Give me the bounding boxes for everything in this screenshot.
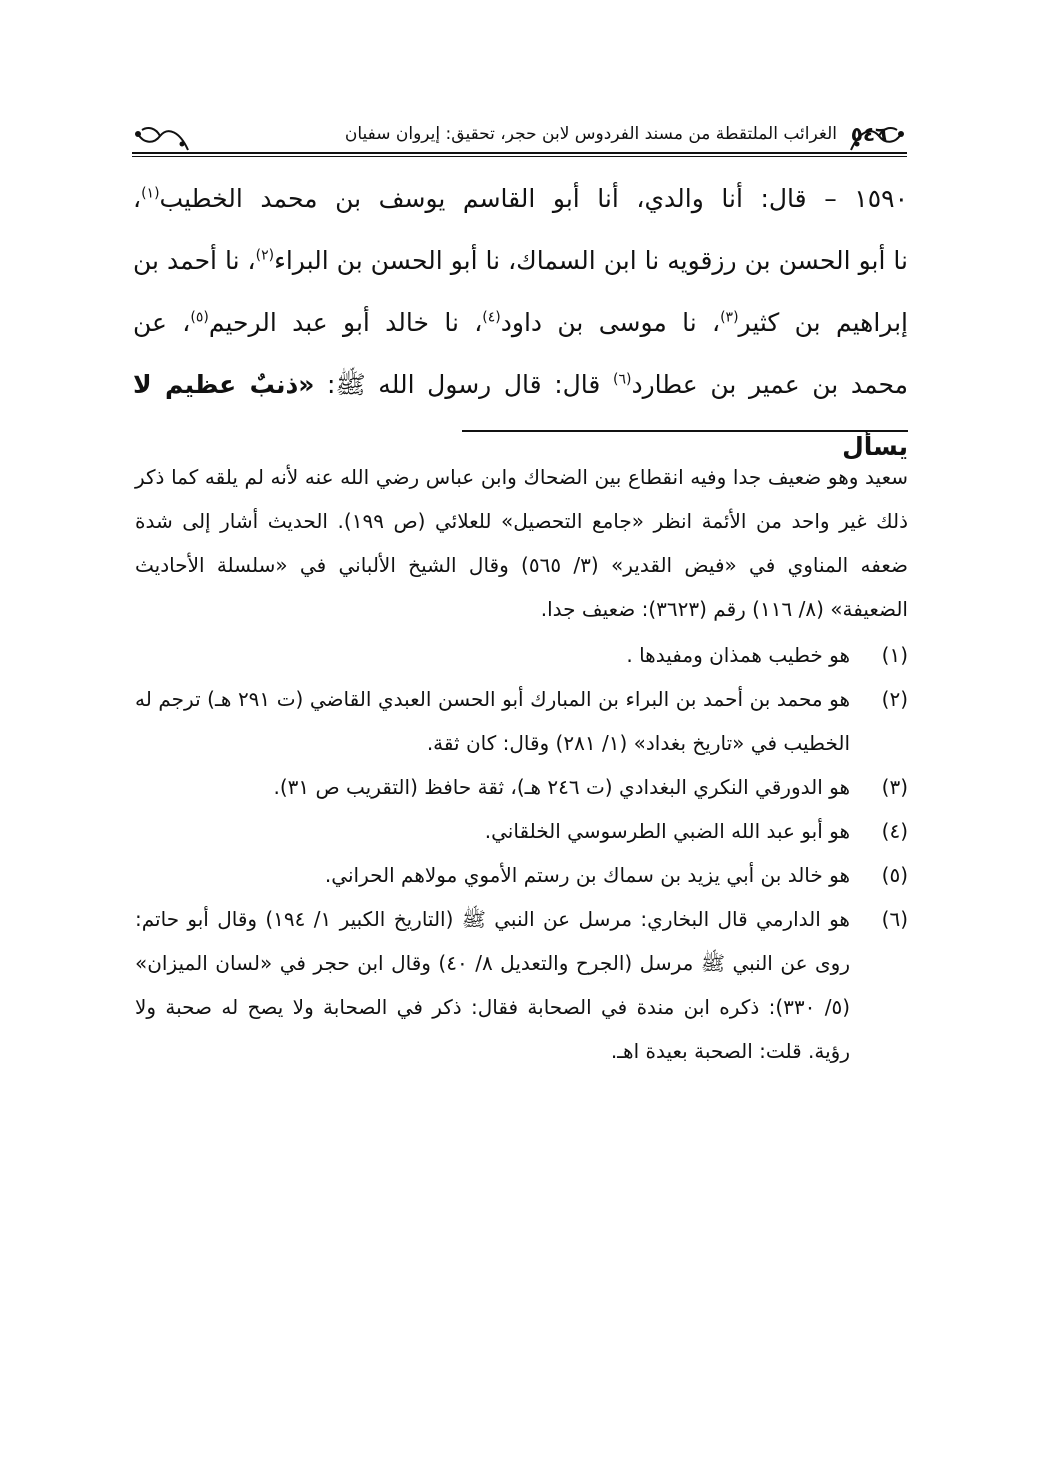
footnote-item xyxy=(135,677,908,765)
running-title: الغرائب الملتقطة من مسند الفردوس لابن حجر، تحقيق: إيروان سفيان xyxy=(344,124,837,144)
page-number: ٥٤٦ xyxy=(850,122,888,146)
header-rule-thin xyxy=(132,156,907,157)
page-header xyxy=(132,108,907,156)
hadith-quote: «ذنبٌ عظيم لا يسأل xyxy=(133,370,908,461)
footnote-ref[interactable]: (٣) xyxy=(720,309,739,326)
ornament-left-icon xyxy=(132,122,190,152)
main-line xyxy=(133,230,908,292)
footnote-separator xyxy=(462,430,908,432)
footnote-text: هو أبو عبد الله الضبي الطرسوسي الخلقاني. xyxy=(484,819,850,843)
footnote-text: هو الدارمي قال البخاري: مرسل عن النبي ﷺ (التاريخ الكبير ١/ ١٩٤) وقال أبو حاتم: روى عن النبي ﷺ مرسل (الجرح والتعديل ٨/ ٤٠) وقال ابن حجر في «لسان الميزان» (٥/ ٣٣٠): ذكره ابن مندة في الصحابة فقال: ذكر في الصحابة ولا يصح له صحبة ولا رؤية. قلت: الصحبة بعيدة اهـ. xyxy=(135,907,850,1063)
footnote-ref[interactable]: (٤) xyxy=(482,309,501,326)
footnote-text: هو خطيب همذان ومفيدها . xyxy=(626,643,850,667)
main-line xyxy=(133,168,908,230)
text-run: ، نا موسى بن داود xyxy=(500,308,721,337)
footnote-item xyxy=(135,633,908,677)
footnote-item xyxy=(135,853,908,897)
text-run: ، نا أحمد بن xyxy=(133,246,256,275)
footnote-continuation: سعيد وهو ضعيف جدا وفيه انقطاع بين الضحاك وابن عباس رضي الله عنه لأنه لم يلقه كما ذكر ذلك غير واحد من الأئمة انظر «جامع التحصيل» للعلائي (ص ١٩٩). الحديث أشار إلى شدة ضعفه المناوي في «فيض القدير» (٣/ ٥٦٥) وقال الشيخ الألباني في «سلسلة الأحاديث الضعيفة» (٨/ ١١٦) رقم (٣٦٢٣): ضعيف جدا. xyxy=(135,465,908,621)
footnote-ref[interactable]: (٢) xyxy=(255,247,275,264)
text-run: ، عن xyxy=(133,308,191,337)
footnotes xyxy=(135,455,908,1073)
footnote-number: (٢) xyxy=(881,687,908,711)
footnote-number: (٦) xyxy=(881,907,908,931)
header-rule xyxy=(132,152,907,154)
footnote-ref[interactable]: (٦) xyxy=(613,371,632,388)
footnote-ref[interactable]: (١) xyxy=(141,185,160,202)
footnote-number: (٣) xyxy=(881,775,908,799)
footnote-number: (١) xyxy=(881,643,908,667)
footnote-item xyxy=(135,765,908,809)
footnote-item xyxy=(135,897,908,1073)
main-line xyxy=(133,292,908,354)
footnote-text: هو الدورقي النكري البغدادي (ت ٢٤٦ هـ)، ثقة حافظ (التقريب ص ٣١). xyxy=(273,775,850,799)
text-run: نا أبو الحسن بن رزقويه نا ابن السماك، نا أبو الحسن بن البراء xyxy=(274,246,908,275)
text-run: إبراهيم بن كثير xyxy=(738,308,908,337)
footnote-ref[interactable]: (٥) xyxy=(190,309,209,326)
footnote-text: هو محمد بن أحمد بن البراء بن المبارك أبو الحسن العبدي القاضي (ت ٢٩١ هـ) ترجم له الخطيب في «تاريخ بغداد» (١/ ٢٨١) وقال: كان ثقة. xyxy=(135,687,850,755)
footnote-text: هو خالد بن أبي يزيد بن سماك بن رستم الأموي مولاهم الحراني. xyxy=(324,863,850,887)
text-run: ١٥٩٠ – قال: أنا والدي، أنا أبو القاسم يوسف بن محمد الخطيب xyxy=(159,184,908,213)
text-run: قال: قال رسول الله ﷺ: xyxy=(314,370,613,399)
text-run: ، نا خالد أبو عبد الرحيم xyxy=(208,308,483,337)
footnote-item xyxy=(135,809,908,853)
footnote-number: (٤) xyxy=(881,819,908,843)
text-run: ، xyxy=(133,184,142,213)
text-run: محمد بن عمير بن عطارد xyxy=(631,370,908,399)
footnote-number: (٥) xyxy=(881,863,908,887)
